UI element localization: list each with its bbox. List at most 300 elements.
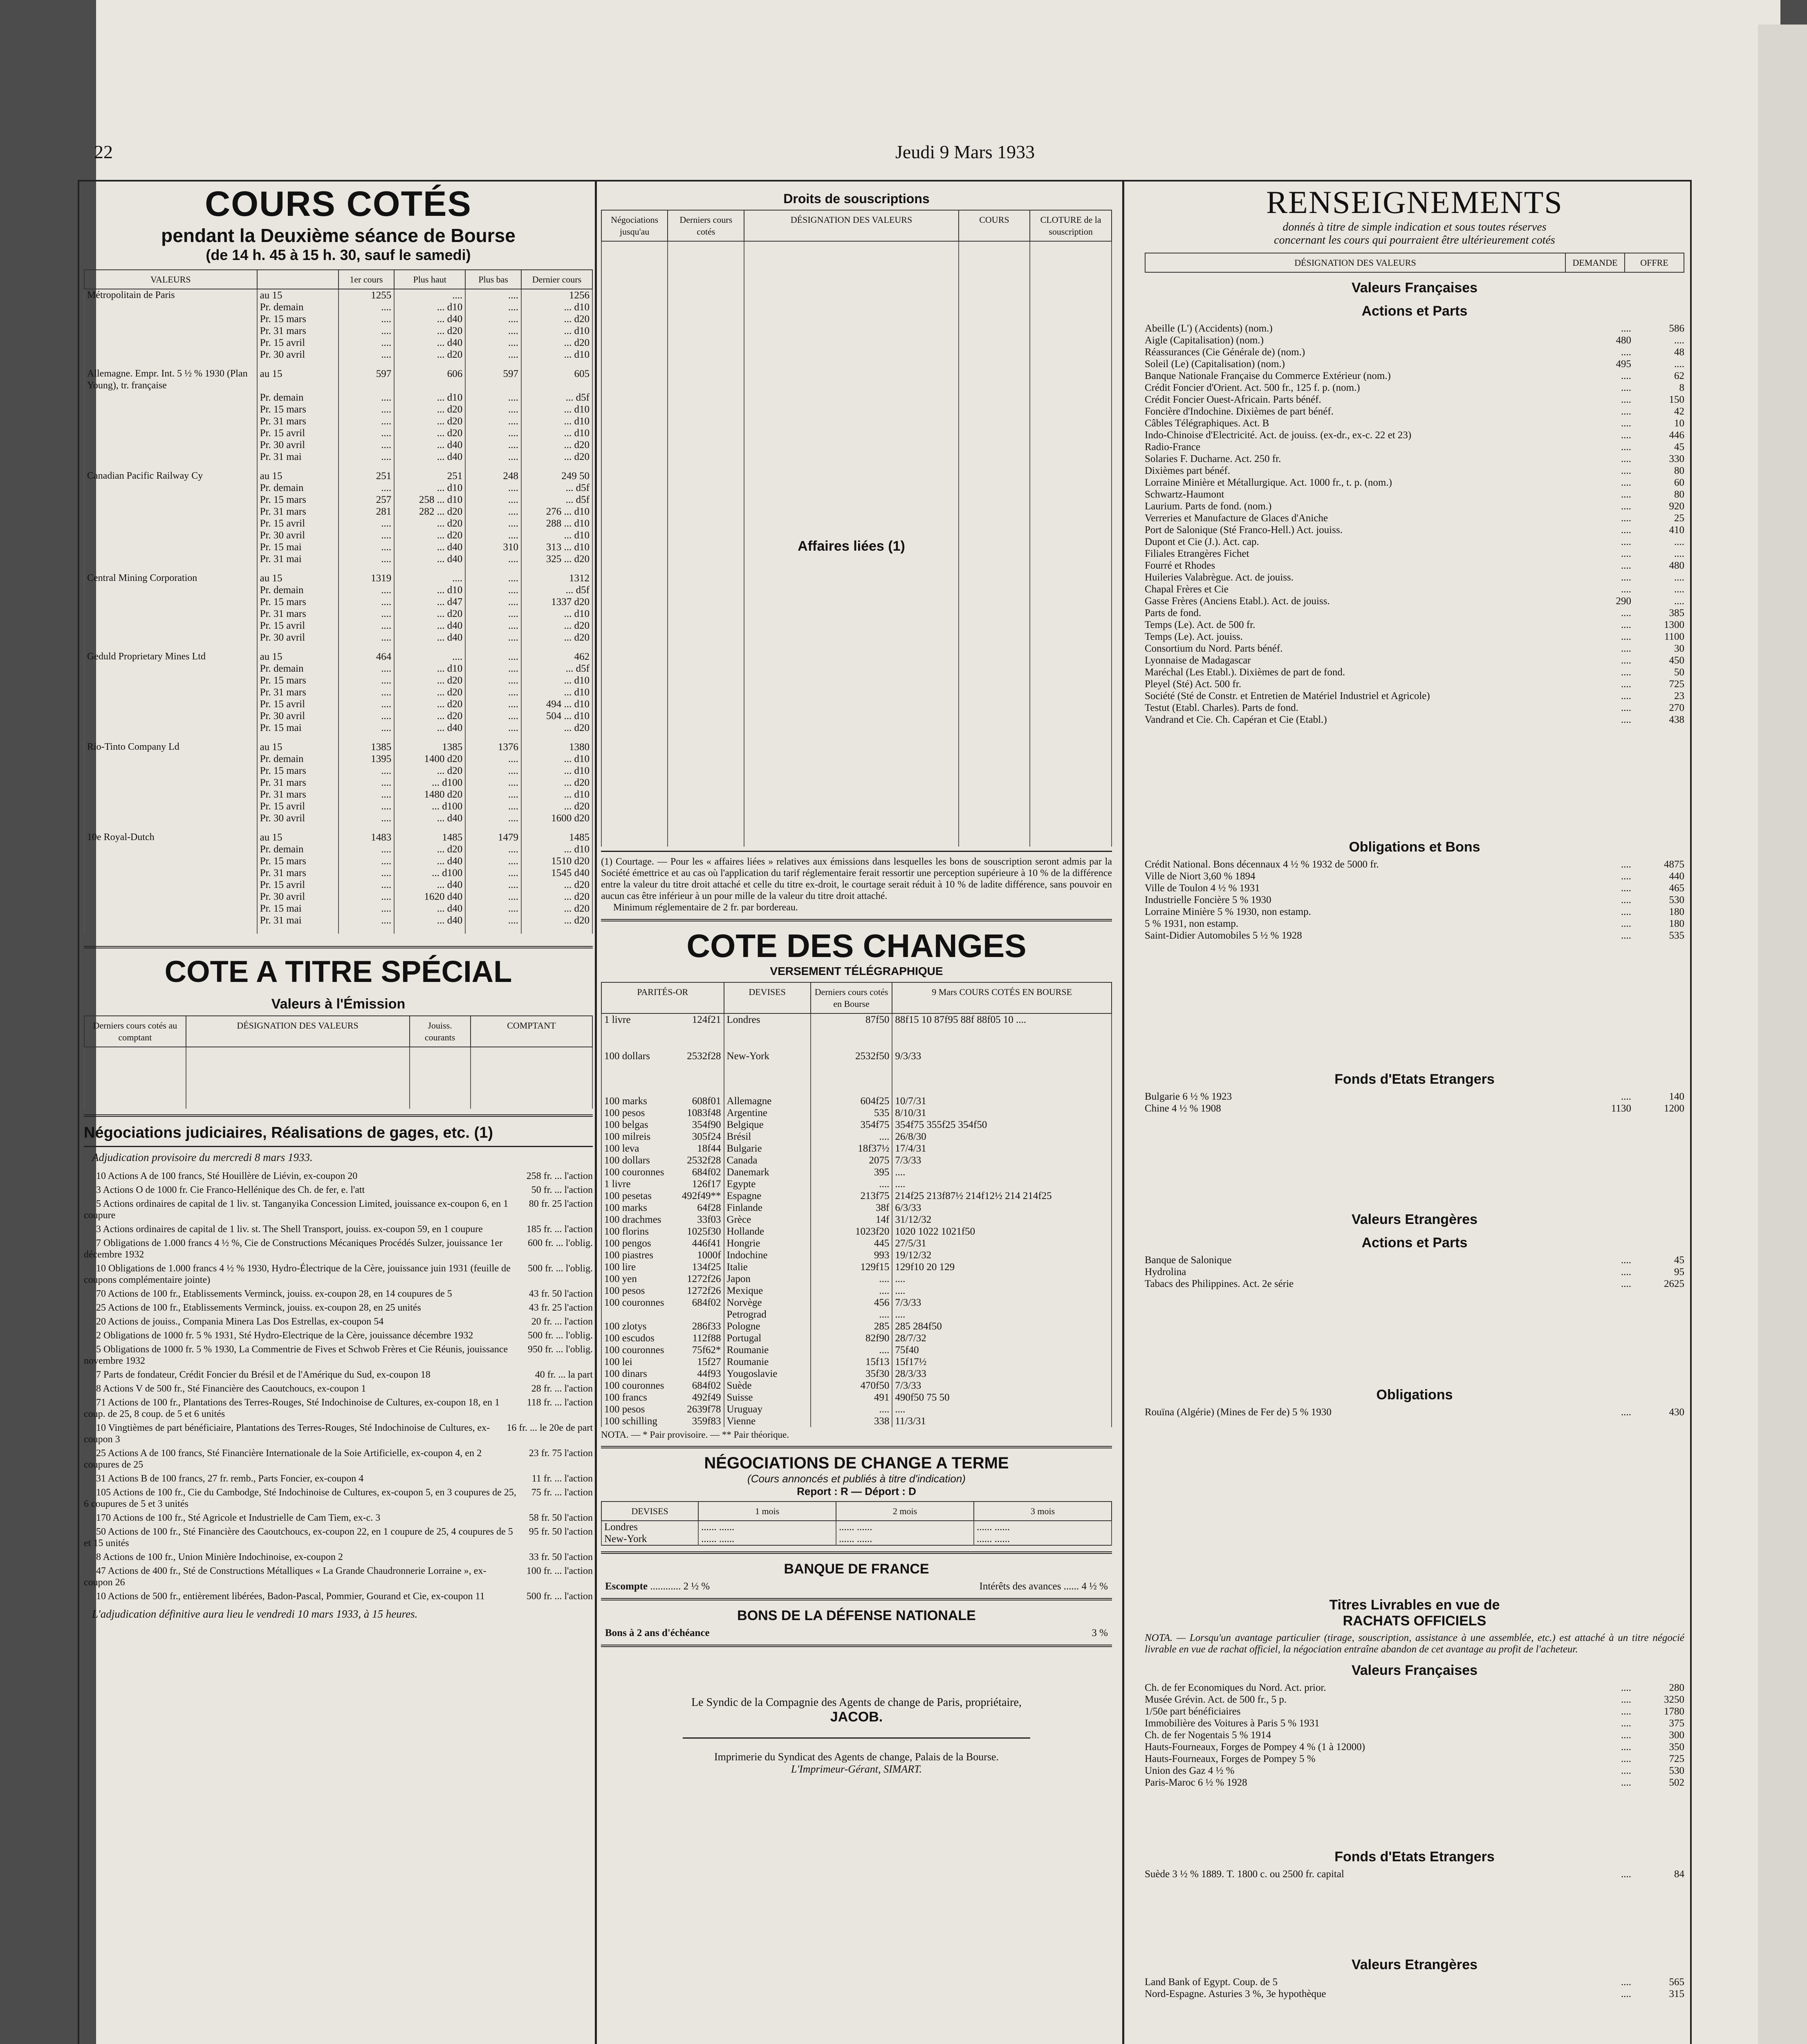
avances-label: Intérêts des avances [979, 1581, 1061, 1592]
devise: Uruguay [724, 1403, 811, 1415]
stock-price: ... d10 [521, 753, 592, 765]
valeur-row [1145, 918, 1684, 930]
devise: Italie [724, 1261, 811, 1273]
parite-unit: 100 belgas [604, 1119, 648, 1130]
stock-name-cont [84, 494, 257, 506]
column-header: CLOTURE de la souscription [1030, 210, 1112, 241]
obligations-list-2 [1145, 1406, 1684, 1418]
table-header-row [84, 1016, 592, 1047]
devise: Petrograd [724, 1309, 811, 1320]
parite-unit: 100 dollars [604, 1155, 650, 1166]
table-header-row [84, 270, 592, 289]
parite [601, 1131, 724, 1143]
table-row [84, 529, 592, 541]
stock-term: Pr. demain [257, 663, 339, 675]
stock-price: .... [339, 403, 395, 415]
valeur-demande: .... [1621, 702, 1631, 713]
parite-value: 305f24 [692, 1131, 721, 1142]
table-row [84, 494, 592, 506]
stock-name-cont [84, 313, 257, 325]
stock-price: .... [339, 632, 395, 643]
valeur-offre: 446 [1669, 430, 1684, 441]
stock-price: .... [465, 415, 521, 427]
valeur-demande: 290 [1616, 596, 1631, 607]
valeur-offre: 410 [1669, 524, 1684, 536]
valeur-offre: 270 [1669, 702, 1684, 713]
devise: Argentine [724, 1107, 811, 1119]
stock-price: ... d40 [394, 879, 465, 891]
negociation-text: 10 Vingtièmes de part bénéficiaire, Plantations des Terres-Rouges, Sté Indochinoise de Cultures, ex-coupon 3 [84, 1423, 490, 1445]
negociation-text: 20 Actions de jouiss., Compania Minera Las Dos Estrellas, ex-coupon 54 [96, 1316, 384, 1327]
negociation-item [84, 1302, 593, 1313]
column-header: DEVISES [601, 1502, 698, 1521]
table-row [84, 741, 592, 753]
devise: Londres [724, 1013, 811, 1050]
stock-price: .... [465, 722, 521, 734]
valeur-demande: .... [1621, 1706, 1631, 1717]
stock-term: Pr. 31 mai [257, 451, 339, 463]
table-row [601, 1095, 1112, 1107]
cours-cotes: 1020 1022 1021f50 [892, 1226, 1112, 1237]
valeur-name: Schwartz-Haumont [1145, 489, 1224, 500]
stock-term: Pr. 15 mai [257, 722, 339, 734]
column-header: COURS [959, 210, 1030, 241]
stock-price: ... d40 [394, 313, 465, 325]
valeur-demande: .... [1621, 442, 1631, 453]
stock-price: .... [339, 914, 395, 926]
valeur-name: Ville de Niort 3,60 % 1894 [1145, 871, 1255, 882]
table-row [84, 325, 592, 337]
negociation-text: 5 Actions ordinaires de capital de 1 liv. st. Tanganyika Concession Limited, jouissance ex-coupon 6, en 1 coupure [84, 1199, 509, 1221]
table-row [601, 1332, 1112, 1344]
valeur-demande: .... [1621, 906, 1631, 917]
table-row [84, 415, 592, 427]
negociation-price: 58 fr. 50 l'action [529, 1513, 593, 1523]
valeur-row [1145, 643, 1684, 654]
devise: Suède [724, 1380, 811, 1392]
valeur-name: Suède 3 ½ % 1889. T. 1800 c. ou 2500 fr. capital [1145, 1869, 1344, 1880]
valeur-demande: .... [1621, 406, 1631, 417]
valeur-name: Dixièmes part bénéf. [1145, 465, 1230, 476]
valeur-name: Land Bank of Egypt. Coup. de 5 [1145, 1977, 1278, 1988]
devise: Grèce [724, 1214, 811, 1226]
valeur-offre: 480 [1669, 560, 1684, 571]
dernier-cours: .... [811, 1285, 892, 1297]
negociation-price: 43 fr. 25 l'action [529, 1302, 593, 1313]
stock-price: .... [465, 891, 521, 903]
stock-price: ... d20 [394, 518, 465, 529]
stock-price: ... d10 [394, 584, 465, 596]
cours-cotes: 7/3/33 [892, 1380, 1112, 1392]
valeur-demande: .... [1621, 667, 1631, 678]
cours-cotes: 6/3/33 [892, 1202, 1112, 1214]
negociation-text: 3 Actions ordinaires de capital de 1 liv. st. The Shell Transport, jouiss. ex-coupon 59, en 1 coupure [96, 1224, 483, 1235]
table-row [601, 1261, 1112, 1273]
table-row [84, 686, 592, 698]
table-row [84, 903, 592, 914]
stock-price: .... [339, 698, 395, 710]
stock-price: ... d40 [394, 855, 465, 867]
stock-price: .... [465, 301, 521, 313]
stock-name-cont [84, 392, 257, 403]
negociation-price: 500 fr. ... l'oblig. [528, 1330, 593, 1341]
column-header: DEMANDE [1565, 253, 1625, 272]
stock-name-cont [84, 903, 257, 914]
stock-price: .... [465, 879, 521, 891]
table-row [84, 337, 592, 349]
cours-cotes: 28/7/32 [892, 1332, 1112, 1344]
stock-price: .... [465, 482, 521, 494]
table-row [84, 392, 592, 403]
valeur-name: Hauts-Fourneaux, Forges de Pompey 4 % (1 à 12000) [1145, 1741, 1365, 1753]
stock-price: ... d10 [521, 765, 592, 777]
table-row [84, 867, 592, 879]
stock-price: ... d20 [521, 632, 592, 643]
valeur-row [1145, 1103, 1684, 1114]
stock-price: 1395 [339, 753, 395, 765]
cours-cotes: 354f75 355f25 354f50 [892, 1119, 1112, 1131]
stock-price: .... [339, 800, 395, 812]
cours-cotes: 490f50 75 50 [892, 1392, 1112, 1403]
stock-term: Pr. 30 avril [257, 632, 339, 643]
table-row [84, 663, 592, 675]
stock-price: .... [339, 879, 395, 891]
valeur-demande: .... [1621, 714, 1631, 725]
stock-price: ... d20 [521, 337, 592, 349]
stock-price: .... [465, 506, 521, 518]
parite-unit: 100 piastres [604, 1250, 654, 1261]
stock-price: .... [465, 903, 521, 914]
page-date: Jeudi 9 Mars 1933 [895, 141, 1035, 162]
valeur-offre: 62 [1674, 370, 1684, 381]
stock-price: 1385 [339, 741, 395, 753]
bons-label: Bons à 2 ans d'échéance [605, 1627, 710, 1638]
stock-term: Pr. 31 mars [257, 867, 339, 879]
stock-name: Allemagne. Empr. Int. 5 ½ % 1930 (Plan Young), tr. française [84, 368, 257, 392]
cours-cotes: 28/3/33 [892, 1368, 1112, 1380]
table-row [84, 427, 592, 439]
stock-name-cont [84, 325, 257, 337]
valeur-name: Ville de Toulon 4 ½ % 1931 [1145, 883, 1260, 894]
changes-nota: NOTA. — * Pair provisoire. — ** Pair théorique. [601, 1430, 789, 1440]
negociation-item [84, 1591, 593, 1602]
stock-name-cont [84, 518, 257, 529]
table-row [84, 914, 592, 926]
banque-title: BANQUE DE FRANCE [784, 1561, 929, 1577]
column-header: 2 mois [836, 1502, 974, 1521]
parite [601, 1297, 724, 1309]
table-row [601, 1154, 1112, 1166]
negociations-list [84, 1170, 593, 1602]
valeur-demande: .... [1621, 607, 1631, 619]
fonds-list-2 [1145, 1868, 1684, 1880]
valeur-name: Rouïna (Algérie) (Mines de Fer de) 5 % 1930 [1145, 1407, 1332, 1418]
stock-name-cont [84, 879, 257, 891]
stock-price: 249 50 [521, 470, 592, 482]
stock-name: Rio-Tinto Company Ld [84, 741, 257, 753]
parite-unit: 100 dinars [604, 1368, 647, 1379]
dernier-cours: 87f50 [811, 1013, 892, 1050]
devise: Allemagne [724, 1095, 811, 1107]
cours-cotes: 88f15 10 87f95 88f 88f05 10 .... [892, 1013, 1112, 1050]
valeur-row [1145, 334, 1684, 346]
valeur-demande: .... [1621, 655, 1631, 666]
valeur-demande: .... [1621, 1694, 1631, 1705]
cours-cotes: .... [892, 1403, 1112, 1415]
table-row [601, 1190, 1112, 1202]
stock-term: Pr. 15 mai [257, 903, 339, 914]
valeur-demande: .... [1621, 690, 1631, 702]
table-row [601, 1297, 1112, 1309]
valeur-demande: .... [1621, 1682, 1631, 1693]
valeur-offre: .... [1674, 596, 1684, 607]
rachats-list [1145, 1682, 1684, 1788]
table-row [601, 1166, 1112, 1178]
stock-price: ... d10 [394, 301, 465, 313]
stock-price: ... d40 [394, 722, 465, 734]
stock-price: .... [339, 867, 395, 879]
parite-value: 492f49** [682, 1190, 721, 1201]
valeur-row [1145, 595, 1684, 607]
parite [601, 1415, 724, 1427]
negociation-price: 20 fr. ... l'action [531, 1316, 593, 1327]
column-header: 3 mois [974, 1502, 1112, 1521]
negociation-item [84, 1316, 593, 1327]
changes-body [601, 1013, 1112, 1427]
stock-name-cont [84, 403, 257, 415]
parite-value: 1083f48 [687, 1107, 721, 1118]
negociation-price: 28 fr. ... l'action [531, 1383, 593, 1394]
stock-price: ... d20 [521, 620, 592, 632]
devise: Espagne [724, 1190, 811, 1202]
valeur-name: Temps (Le). Act. jouiss. [1145, 631, 1243, 642]
stock-name-cont [84, 451, 257, 463]
valeur-row [1145, 441, 1684, 453]
table-row [84, 439, 592, 451]
valeur-name: Temps (Le). Act. de 500 fr. [1145, 619, 1255, 630]
negociation-price: 50 fr. ... l'action [531, 1185, 593, 1195]
valeur-demande: .... [1621, 918, 1631, 929]
negociation-item [84, 1422, 593, 1445]
negociation-text: 8 Actions V de 500 fr., Sté Financière des Caoutchoucs, ex-coupon 1 [96, 1383, 366, 1394]
dernier-cours: .... [811, 1309, 892, 1320]
valeur-row [1145, 619, 1684, 631]
stock-price: .... [465, 608, 521, 620]
stock-price: .... [465, 325, 521, 337]
parite-value: 684f02 [692, 1380, 721, 1391]
stock-price: .... [339, 686, 395, 698]
valeur-name: Chapal Frères et Cie [1145, 584, 1229, 595]
stock-price: .... [394, 289, 465, 301]
valeur-row [1145, 465, 1684, 477]
valeur-demande: .... [1621, 883, 1631, 894]
stock-price: .... [465, 403, 521, 415]
parite-value: 1025f30 [687, 1226, 721, 1237]
stock-term: au 15 [257, 368, 339, 392]
valeur-name: Solaries F. Ducharne. Act. 250 fr. [1145, 453, 1281, 464]
stock-price: .... [339, 529, 395, 541]
valeur-demande: .... [1621, 489, 1631, 500]
stock-price: 1480 d20 [394, 789, 465, 800]
parite [601, 1320, 724, 1332]
devise: Hongrie [724, 1237, 811, 1249]
valeur-offre: 50 [1674, 667, 1684, 678]
cours-cotes: 17/4/31 [892, 1143, 1112, 1154]
stock-name-cont [84, 675, 257, 686]
dernier-cours: 18f37½ [811, 1143, 892, 1154]
terme-table [601, 1501, 1112, 1546]
valeur-demande: .... [1621, 1977, 1631, 1988]
stock-price: ... d40 [394, 541, 465, 553]
stock-price: .... [339, 789, 395, 800]
stock-term: Pr. 30 avril [257, 439, 339, 451]
dernier-cours: 2075 [811, 1154, 892, 1166]
negociations-intro: Adjudication provisoire du mercredi 8 mars 1933. [92, 1151, 313, 1163]
valeur-offre: 80 [1674, 465, 1684, 476]
stock-price: 597 [339, 368, 395, 392]
cours-cotes-title: COURS COTÉS [205, 184, 472, 224]
valeur-demande: .... [1621, 1718, 1631, 1729]
stock-term: Pr. demain [257, 482, 339, 494]
parite [601, 1143, 724, 1154]
stock-price: ... d10 [521, 608, 592, 620]
valeur-offre: 4875 [1664, 859, 1684, 870]
valeur-row [1145, 930, 1684, 941]
table-row [84, 349, 592, 361]
valeur-offre: 45 [1674, 1255, 1684, 1266]
negociation-text: 170 Actions de 100 fr., Sté Agricole et Industrielle de Cam Tiem, ex-c. 3 [96, 1513, 381, 1523]
droits-title: Droits de souscriptions [783, 191, 930, 206]
stock-price: ... d5f [521, 494, 592, 506]
negociation-price: 118 fr. ... l'action [527, 1397, 593, 1408]
negociation-item [84, 1551, 593, 1563]
table-row [601, 1178, 1112, 1190]
cours-cotes: 19/12/32 [892, 1249, 1112, 1261]
devise: Norvège [724, 1297, 811, 1309]
stock-price: .... [465, 553, 521, 565]
stock-name-cont [84, 439, 257, 451]
table-row [84, 584, 592, 596]
stocks-body [84, 289, 592, 934]
valeur-demande: .... [1621, 679, 1631, 690]
stock-price: ... d10 [521, 686, 592, 698]
column-header: 1er cours [339, 270, 395, 289]
page-number: 22 [94, 141, 113, 162]
stock-price: 605 [521, 368, 592, 392]
parite-value: 354f90 [692, 1119, 721, 1130]
valeur-name: Immobilière des Voitures à Paris 5 % 1931 [1145, 1718, 1320, 1729]
stock-price: .... [465, 753, 521, 765]
table-row [84, 313, 592, 325]
table-row [601, 1050, 1112, 1095]
parite-value: 2639f78 [687, 1404, 721, 1415]
valeur-offre: 95 [1674, 1266, 1684, 1278]
stock-price: ... d10 [521, 415, 592, 427]
column-header: Derniers cours cotés au comptant [84, 1016, 186, 1047]
valeur-offre: 465 [1669, 883, 1684, 894]
negociation-item [84, 1344, 593, 1367]
parite-unit: 1 livre [604, 1014, 631, 1025]
section-valeurs-francaises-2: Valeurs Françaises [1351, 1663, 1478, 1678]
stock-term: Pr. 31 mars [257, 608, 339, 620]
banque-rates: Escompte ............ 2 ½ % Intérêts des avances ...... 4 ½ % [605, 1581, 1108, 1592]
terme-subtitle: (Cours annoncés et publiés à titre d'indication) [747, 1472, 966, 1485]
valeur-row [1145, 382, 1684, 394]
parite [601, 1392, 724, 1403]
valeur-offre: 530 [1669, 894, 1684, 905]
stock-term: Pr. 31 mars [257, 415, 339, 427]
stock-price: .... [339, 325, 395, 337]
renseignements-header [1145, 253, 1684, 273]
stock-spacer [84, 643, 592, 651]
table-row [601, 1403, 1112, 1415]
valeur-offre: 180 [1669, 906, 1684, 917]
stock-spacer [84, 926, 592, 934]
stock-price: ... d20 [521, 313, 592, 325]
syndic-name: JACOB. [830, 1709, 883, 1725]
parite [601, 1344, 724, 1356]
parite-value: 18f44 [697, 1143, 721, 1154]
parite-unit: 100 marks [604, 1096, 647, 1107]
devise: Danemark [724, 1166, 811, 1178]
stock-price: .... [339, 855, 395, 867]
stock-price: ... d10 [521, 301, 592, 313]
dernier-cours: .... [811, 1273, 892, 1285]
column-header: 1 mois [698, 1502, 836, 1521]
valeur-offre: 502 [1669, 1777, 1684, 1788]
valeur-name: Crédit National. Bons décennaux 4 ½ % 1932 de 5000 fr. [1145, 859, 1379, 870]
negociation-text: 3 Actions O de 1000 fr. Cie Franco-Hellénique des Ch. de fer, e. l'att [96, 1185, 365, 1195]
parite-unit: 1 livre [604, 1179, 631, 1190]
stock-name-cont [84, 482, 257, 494]
cours-cotes: 7/3/33 [892, 1154, 1112, 1166]
stock-price: 288 ... d10 [521, 518, 592, 529]
dernier-cours: 35f30 [811, 1368, 892, 1380]
parite [601, 1380, 724, 1392]
table-row [84, 855, 592, 867]
stock-price: .... [465, 663, 521, 675]
adjacent-page-edge [1758, 25, 1807, 2044]
parite-unit: 100 pesos [604, 1285, 645, 1296]
table-header-row [601, 210, 1112, 241]
parite-value: 15f27 [697, 1356, 721, 1367]
valeur-name: Hydrolina [1145, 1266, 1186, 1278]
stock-price: 504 ... d10 [521, 710, 592, 722]
stock-price: 313 ... d10 [521, 541, 592, 553]
dernier-cours: 993 [811, 1249, 892, 1261]
stock-term: Pr. 31 mai [257, 914, 339, 926]
valeur-offre: 84 [1674, 1869, 1684, 1880]
parite-value: 2532f28 [687, 1051, 721, 1062]
stock-name: Central Mining Corporation [84, 572, 257, 584]
stock-price: 248 [465, 470, 521, 482]
table-row [84, 608, 592, 620]
valeur-row [1145, 894, 1684, 906]
stock-price: .... [465, 349, 521, 361]
stock-price: .... [339, 675, 395, 686]
valeur-name: Radio-France [1145, 442, 1201, 453]
section-fonds-etats-1: Fonds d'Etats Etrangers [1334, 1071, 1495, 1087]
parite-value: 112f88 [692, 1333, 721, 1344]
stock-price: 325 ... d20 [521, 553, 592, 565]
stock-spacer [84, 463, 592, 470]
parite-value: 75f62* [692, 1345, 721, 1356]
parite [601, 1332, 724, 1344]
negociation-item [84, 1565, 593, 1588]
stock-price: .... [465, 572, 521, 584]
stock-price: .... [339, 620, 395, 632]
valeur-row [1145, 1091, 1684, 1103]
